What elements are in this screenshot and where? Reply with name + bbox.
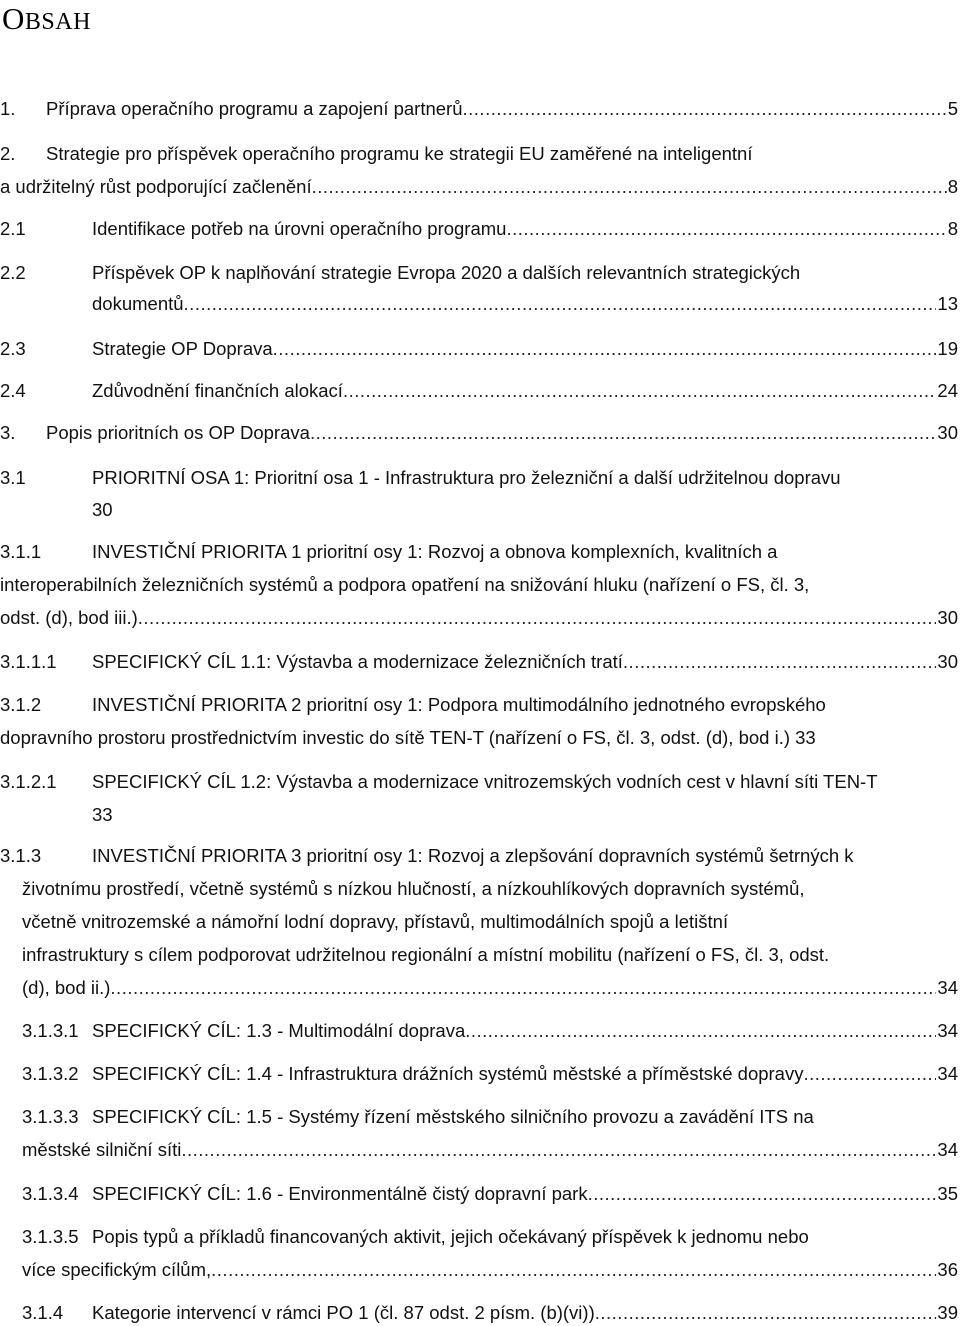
toc-entry-line[interactable] [0,495,960,525]
toc-entry-number: 3.1.1.1 [0,651,57,672]
toc-entry-line[interactable] [0,376,960,406]
toc-entry-leader-row [92,1179,958,1209]
dot-leader [465,1016,936,1046]
toc-entry-line[interactable] [0,258,960,288]
toc-entry-number: 3.1.1 [0,541,42,562]
dot-leader [312,172,947,202]
toc-entry-line[interactable] [0,172,960,202]
toc-entry-leader-row [92,334,958,364]
toc-entry-line[interactable] [0,1102,960,1132]
toc-entry-line[interactable] [0,603,960,633]
toc-entry-line[interactable] [0,1298,960,1326]
toc-entry-leader-row [92,289,958,319]
toc-entry-number: 1. [0,98,16,119]
toc-entry-leader-row [92,1059,958,1089]
toc-entry-number: 3.1.4 [22,1302,64,1323]
toc-entry-number: 2.4 [0,380,26,401]
toc-entry-page-number: 30 [937,607,958,628]
dot-leader [623,647,937,677]
dot-leader [181,1135,936,1165]
toc-entry-line[interactable] [0,94,960,124]
dot-leader [506,214,946,244]
toc-entry-page-number: 39 [937,1302,958,1323]
toc-entry-title: SPECIFICKÝ CÍL: 1.4 - Infrastruktura drážních systémů městské a příměstské dopravy [92,1063,804,1084]
toc-entry-line[interactable] [0,570,960,600]
dot-leader [588,1179,937,1209]
toc-entry-line[interactable] [0,334,960,364]
toc-entry-page-number: 8 [947,218,958,239]
toc-entry-title: INVESTIČNÍ PRIORITA 2 prioritní osy 1: Podpora multimodálního jednotného evropského [92,694,826,715]
toc-entry-line[interactable] [0,1059,960,1089]
toc-entry-line[interactable] [0,537,960,567]
toc-entry-line[interactable] [0,907,960,937]
toc-entry-line[interactable] [0,214,960,244]
toc-entry-page-number: 13 [937,293,958,314]
toc-entry-leader-row [22,973,958,1003]
toc-entry-number: 3. [0,422,16,443]
toc-entry-line[interactable] [0,767,960,797]
toc-entry-line[interactable] [0,841,960,871]
toc-entry-page-number: 30 [937,422,958,443]
toc-entry-line[interactable] [0,1255,960,1285]
toc-entry-title: Příspěvek OP k naplňování strategie Evropa 2020 a dalších relevantních strategických [92,262,801,283]
toc-entry-number: 3.1.3.2 [22,1063,79,1084]
toc-entry-page-number: 34 [937,1063,958,1084]
toc-entry-number: 3.1.3.1 [22,1020,79,1041]
toc-entry-page-number: 5 [947,98,958,119]
dot-leader [463,94,947,124]
toc-entry-page-number: 19 [937,338,958,359]
toc-entry-title: SPECIFICKÝ CÍL: 1.3 - Multimodální doprava [92,1020,466,1041]
toc-entry-line[interactable] [0,418,960,448]
toc-entry-line[interactable] [0,723,960,753]
toc-entry-title: dopravního prostoru prostřednictvím investic do sítě TEN-T (nařízení o FS, čl. 3, odst. (d), bod i.) 33 [0,727,816,748]
toc-entry-line[interactable] [0,973,960,1003]
toc-entry-page-number: 34 [937,1020,958,1041]
toc-entry-number: 3.1.2.1 [0,771,57,792]
toc-entry-title: (d), bod ii.) [22,977,111,998]
toc-entry-title: Popis typů a příkladů financovaných aktivit, jejich očekávaný příspěvek k jednomu nebo [92,1226,809,1247]
toc-entry-number: 3.1.3.5 [22,1226,79,1247]
toc-entry-leader-row [46,94,958,124]
toc-entry-title: 33 [92,804,113,825]
toc-entry-number: 3.1.3.4 [22,1183,79,1204]
dot-leader [211,1255,936,1285]
toc-entry-line[interactable] [0,139,960,169]
toc-entry-number: 2.3 [0,338,26,359]
toc-entry-page-number: 36 [937,1259,958,1280]
toc-entry-line[interactable] [0,647,960,677]
toc-entry-leader-row [92,376,958,406]
toc-entry-number: 3.1.3 [0,845,42,866]
toc-entry-leader-row [22,1255,958,1285]
dot-leader [184,289,937,319]
title-initial: O [2,1,25,36]
toc-entry-title: SPECIFICKÝ CÍL 1.2: Výstavba a modernizace vnitrozemských vodních cest v hlavní síti TEN-T [92,771,878,792]
toc-entry-line[interactable] [0,1135,960,1165]
dot-leader [595,1298,937,1326]
toc-entry-title: Popis prioritních os OP Doprava [46,422,310,443]
toc-entry-number: 3.1.2 [0,694,42,715]
toc-entry-title: 30 [92,499,113,520]
toc-entry-title: a udržitelný růst podporující začlenění [0,176,312,197]
toc-entry-leader-row [0,172,958,202]
toc-entry-line[interactable] [0,1016,960,1046]
toc-entry-page-number: 34 [937,977,958,998]
toc-entry-title: životnímu prostředí, včetně systémů s nízkou hlučností, a nízkouhlíkových dopravních systémů, [22,878,805,899]
toc-entry-leader-row [92,647,958,677]
toc-entry-title: INVESTIČNÍ PRIORITA 1 prioritní osy 1: Rozvoj a obnova komplexních, kvalitních a [92,541,778,562]
title-rest: BSAH [24,9,91,35]
dot-leader [273,334,937,364]
toc-entry-title: včetně vnitrozemské a námořní lodní dopravy, přístavů, multimodálních spojů a letištní [22,911,729,932]
toc-entry-title: SPECIFICKÝ CÍL: 1.5 - Systémy řízení městského silničního provozu a zavádění ITS na [92,1106,814,1127]
toc-entry-title: Strategie pro příspěvek operačního programu ke strategii EU zaměřené na inteligentní [46,143,753,164]
toc-entry-number: 2.1 [0,218,26,239]
toc-entry-line[interactable] [0,800,960,830]
dot-leader [803,1059,936,1089]
toc-entry-title: infrastruktury s cílem podporovat udržitelnou regionální a místní mobilitu (nařízení o FS, čl. 3, odst. [22,944,830,965]
toc-entry-title: SPECIFICKÝ CÍL: 1.6 - Environmentálně čistý dopravní park [92,1183,588,1204]
toc-entry-title: více specifickým cílům, [22,1259,212,1280]
toc-entry-page-number: 30 [937,651,958,672]
toc-entry-title: městské silniční síti [22,1139,182,1160]
toc-entry-line[interactable] [0,1179,960,1209]
toc-entry-leader-row [92,214,958,244]
toc-entry-leader-row [0,603,958,633]
toc-entry-line[interactable] [0,463,960,493]
toc-entry-title: Zdůvodnění finančních alokací [92,380,343,401]
toc-entry-line[interactable] [0,940,960,970]
toc-entry-page-number: 35 [937,1183,958,1204]
toc-entry-title: interoperabilních železničních systémů a podpora opatření na snižování hluku (nařízení o FS, čl. 3, [0,574,810,595]
toc-entry-page-number: 24 [937,380,958,401]
toc-entry-title: SPECIFICKÝ CÍL 1.1: Výstavba a modernizace železničních tratí [92,651,623,672]
toc-entry-title: dokumentů [92,293,184,314]
toc-entry-line[interactable] [0,1222,960,1252]
toc-entry-title: INVESTIČNÍ PRIORITA 3 prioritní osy 1: Rozvoj a zlepšování dopravních systémů šetrných k [92,845,854,866]
dot-leader [310,418,936,448]
dot-leader [343,376,936,406]
toc-entry-number: 3.1.3.3 [22,1106,79,1127]
toc-entry-title: Příprava operačního programu a zapojení partnerů [46,98,463,119]
toc-entry-leader-row [46,418,958,448]
toc-entry-page-number: 34 [937,1139,958,1160]
toc-entry-page-number: 8 [947,176,958,197]
toc-entry-number: 3.1 [0,467,26,488]
toc-entry-title: Strategie OP Doprava [92,338,273,359]
toc-entry-title: odst. (d), bod iii.) [0,607,138,628]
dot-leader [138,603,937,633]
toc-entry-line[interactable] [0,289,960,319]
toc-entry-number: 2. [0,143,16,164]
toc-entry-title: Identifikace potřeb na úrovni operačního programu [92,218,507,239]
toc-entry-leader-row [22,1135,958,1165]
toc-entry-title: PRIORITNÍ OSA 1: Prioritní osa 1 - Infrastruktura pro železniční a další udržitelnou dopravu [92,467,841,488]
dot-leader [110,973,936,1003]
toc-entry-line[interactable] [0,874,960,904]
toc-entry-line[interactable] [0,690,960,720]
toc-entry-leader-row [92,1016,958,1046]
toc-entry-leader-row [92,1298,958,1326]
toc-entry-number: 2.2 [0,262,26,283]
toc-entry-title: Kategorie intervencí v rámci PO 1 (čl. 87 odst. 2 písm. (b)(vi)) [92,1302,595,1323]
